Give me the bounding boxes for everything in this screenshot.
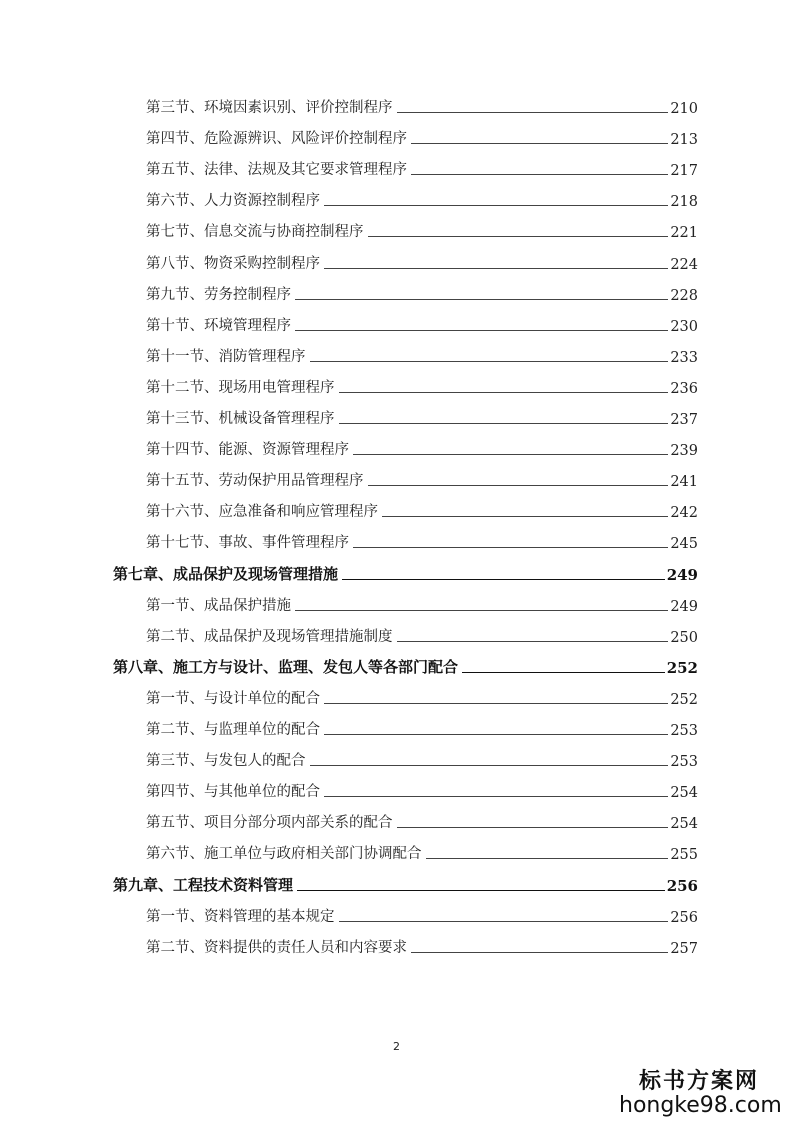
watermark-url: hongke98.com	[619, 1093, 782, 1118]
toc-leader-line	[342, 579, 665, 580]
toc-entry-page: 239	[670, 443, 698, 460]
toc-leader-line	[462, 672, 665, 673]
toc-entry-title: 第七节、信息交流与协商控制程序	[146, 224, 364, 241]
toc-entry-page: 221	[670, 225, 698, 242]
toc-entry-page: 253	[670, 723, 698, 739]
toc-leader-line	[324, 205, 668, 206]
toc-section-entry[interactable]	[146, 313, 698, 335]
toc-entry-page: 245	[670, 536, 698, 553]
toc-section-entry[interactable]	[146, 188, 698, 210]
toc-section-entry[interactable]	[146, 935, 698, 957]
toc-entry-title: 第八章、施工方与设计、监理、发包人等各部门配合	[113, 657, 459, 676]
toc-section-entry[interactable]	[146, 748, 698, 770]
toc-entry-title: 第十五节、劳动保护用品管理程序	[146, 473, 364, 490]
toc-section-entry[interactable]	[146, 251, 698, 273]
toc-entry-title: 第二节、与监理单位的配合	[146, 722, 320, 738]
toc-entry-page: 218	[670, 194, 698, 211]
watermark-title: 标书方案网	[638, 1068, 759, 1094]
toc-entry-page: 257	[670, 940, 698, 957]
toc-section-entry[interactable]	[146, 904, 698, 926]
toc-leader-line	[295, 299, 668, 300]
toc-entry-page: 233	[670, 349, 698, 366]
toc-entry-title: 第十三节、机械设备管理程序	[146, 411, 335, 427]
toc-leader-line	[353, 454, 668, 455]
toc-leader-line	[411, 143, 668, 144]
toc-section-entry[interactable]	[146, 157, 698, 179]
toc-entry-title: 第一节、资料管理的基本规定	[146, 908, 335, 925]
toc-entry-title: 第八节、物资采购控制程序	[146, 255, 320, 272]
toc-leader-line	[368, 236, 669, 237]
toc-entry-page: 241	[670, 474, 698, 491]
toc-leader-line	[324, 796, 668, 797]
toc-entry-title: 第五节、项目分部分项内部关系的配合	[146, 815, 393, 832]
toc-section-entry[interactable]	[146, 282, 698, 304]
toc-leader-line	[339, 392, 669, 393]
toc-section-entry[interactable]	[146, 810, 698, 832]
toc-leader-line	[324, 734, 668, 735]
toc-leader-line	[397, 112, 669, 113]
toc-entry-title: 第十七节、事故、事件管理程序	[146, 535, 349, 552]
toc-entry-title: 第三节、与发包人的配合	[146, 753, 306, 770]
toc-entry-page: 249	[670, 598, 698, 615]
toc-entry-title: 第二节、资料提供的责任人员和内容要求	[146, 939, 407, 956]
toc-entry-page: 252	[666, 658, 698, 677]
toc-chapter-entry[interactable]	[113, 562, 698, 584]
toc-section-entry[interactable]	[146, 219, 698, 241]
toc-entry-page: 236	[670, 380, 698, 397]
toc-leader-line	[295, 330, 668, 331]
page-number: 2	[393, 1040, 400, 1053]
toc-leader-line	[295, 610, 668, 611]
toc-entry-title: 第十六节、应急准备和响应管理程序	[146, 504, 378, 521]
toc-entry-title: 第四节、与其他单位的配合	[146, 784, 320, 801]
toc-section-entry[interactable]	[146, 375, 698, 397]
toc-leader-line	[339, 423, 669, 424]
toc-entry-page: 256	[666, 876, 698, 895]
toc-entry-page: 254	[670, 785, 698, 802]
toc-entry-title: 第九节、劳务控制程序	[146, 286, 291, 303]
toc-entry-title: 第一节、成品保护措施	[146, 597, 291, 614]
toc-entry-page: 249	[666, 565, 698, 584]
toc-entry-title: 第十二节、现场用电管理程序	[146, 379, 335, 396]
toc-leader-line	[310, 765, 669, 766]
toc-leader-line	[397, 641, 669, 642]
toc-entry-title: 第一节、与设计单位的配合	[146, 690, 320, 707]
toc-leader-line	[426, 858, 669, 859]
toc-entry-page: 242	[670, 505, 698, 522]
toc-entry-page: 217	[670, 163, 698, 180]
toc-section-entry[interactable]	[146, 344, 698, 366]
toc-section-entry[interactable]	[146, 717, 698, 739]
toc-entry-page: 252	[670, 691, 698, 708]
toc-leader-line	[397, 827, 669, 828]
toc-entry-title: 第三节、环境因素识别、评价控制程序	[146, 100, 393, 116]
toc-section-entry[interactable]	[146, 593, 698, 615]
toc-chapter-entry[interactable]	[113, 873, 698, 895]
toc-section-entry[interactable]	[146, 624, 698, 646]
toc-entry-title: 第七章、成品保护及现场管理措施	[113, 564, 339, 583]
toc-leader-line	[368, 485, 669, 486]
toc-entry-title: 第五节、法律、法规及其它要求管理程序	[146, 162, 407, 179]
toc-leader-line	[339, 921, 669, 922]
toc-section-entry[interactable]	[146, 468, 698, 490]
toc-leader-line	[382, 516, 668, 517]
toc-section-entry[interactable]	[146, 499, 698, 521]
toc-leader-line	[297, 890, 665, 891]
toc-entry-title: 第十一节、消防管理程序	[146, 348, 306, 365]
toc-section-entry[interactable]	[146, 841, 698, 863]
toc-section-entry[interactable]	[146, 686, 698, 708]
toc-section-entry[interactable]	[146, 437, 698, 459]
toc-entry-page: 237	[670, 412, 698, 428]
toc-entry-title: 第六节、施工单位与政府相关部门协调配合	[146, 846, 422, 863]
toc-entry-page: 256	[670, 909, 698, 926]
watermark	[619, 1064, 782, 1118]
toc-section-entry[interactable]	[146, 126, 698, 148]
toc-leader-line	[411, 952, 668, 953]
toc-section-entry[interactable]	[146, 530, 698, 552]
toc-entry-page: 253	[670, 754, 698, 771]
toc-entry-page: 228	[670, 287, 698, 304]
toc-entry-title: 第十四节、能源、资源管理程序	[146, 442, 349, 459]
toc-entry-page: 230	[670, 318, 698, 335]
toc-section-entry[interactable]	[146, 406, 698, 428]
toc-leader-line	[353, 547, 668, 548]
toc-entry-title: 第二节、成品保护及现场管理措施制度	[146, 628, 393, 645]
toc-entry-title: 第九章、工程技术资料管理	[113, 875, 294, 894]
toc-entry-page: 210	[670, 101, 698, 117]
toc-section-entry[interactable]	[146, 779, 698, 801]
toc-section-entry[interactable]	[146, 95, 698, 117]
toc-entry-page: 255	[670, 847, 698, 864]
toc-leader-line	[411, 174, 668, 175]
toc-entry-page: 250	[670, 629, 698, 646]
toc-entry-title: 第十节、环境管理程序	[146, 317, 291, 334]
toc-entry-page: 213	[670, 132, 698, 149]
toc-chapter-entry[interactable]	[113, 655, 698, 677]
toc-entry-page: 224	[670, 256, 698, 273]
toc-entry-page: 254	[670, 816, 698, 833]
toc-entry-title: 第四节、危险源辨识、风险评价控制程序	[146, 131, 407, 148]
toc-leader-line	[310, 361, 669, 362]
toc-leader-line	[324, 268, 668, 269]
toc-leader-line	[324, 703, 668, 704]
toc-entry-title: 第六节、人力资源控制程序	[146, 193, 320, 210]
